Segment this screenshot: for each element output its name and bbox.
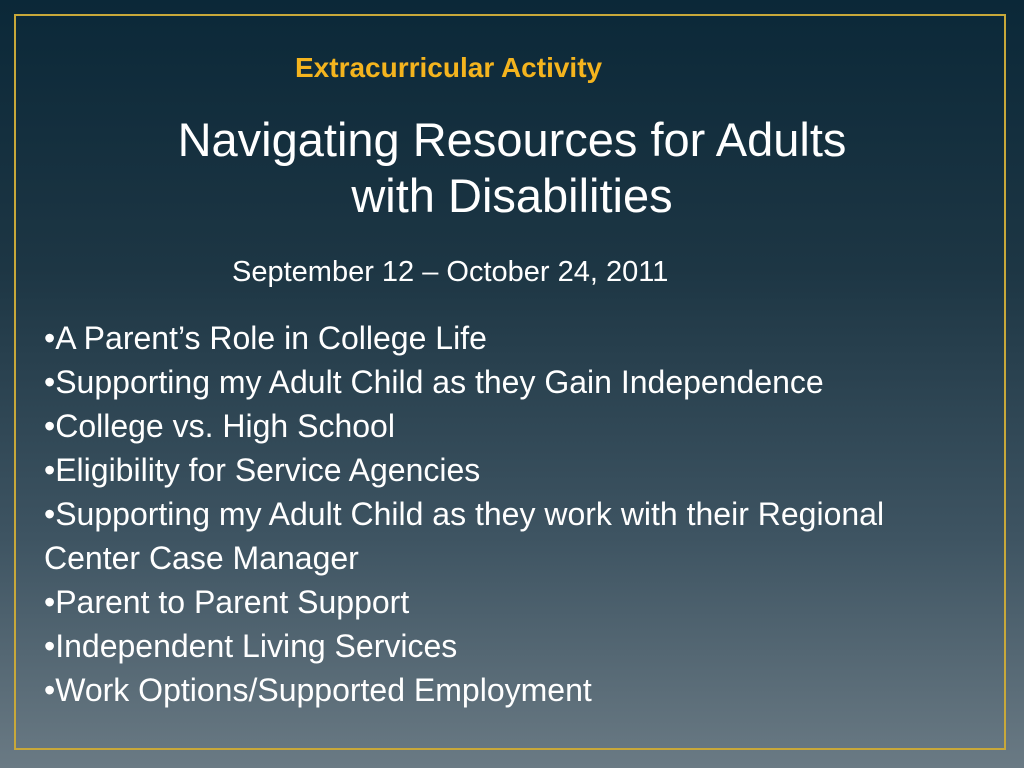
- slide-kicker: Extracurricular Activity: [295, 52, 603, 83]
- topic-item: • Independent Living Services: [44, 624, 984, 668]
- slide-title-line-1: Navigating Resources for Adults: [177, 113, 847, 166]
- topic-item: • A Parent’s Role in College Life: [44, 316, 984, 360]
- topic-item: • Eligibility for Service Agencies: [44, 448, 984, 492]
- topic-item: • College vs. High School: [44, 404, 984, 448]
- slide-title: [0, 112, 1024, 224]
- topic-list: [44, 316, 984, 712]
- topic-item: • Work Options/Supported Employment: [44, 668, 984, 712]
- topic-item: • Supporting my Adult Child as they Gain Independence: [44, 360, 984, 404]
- slide-dates: September 12 – October 24, 2011: [232, 256, 669, 288]
- topic-item: • Supporting my Adult Child as they work with their Regional Center Case Manager: [44, 492, 984, 580]
- slide-title-line-2: with Disabilities: [351, 169, 673, 222]
- topic-item: • Parent to Parent Support: [44, 580, 984, 624]
